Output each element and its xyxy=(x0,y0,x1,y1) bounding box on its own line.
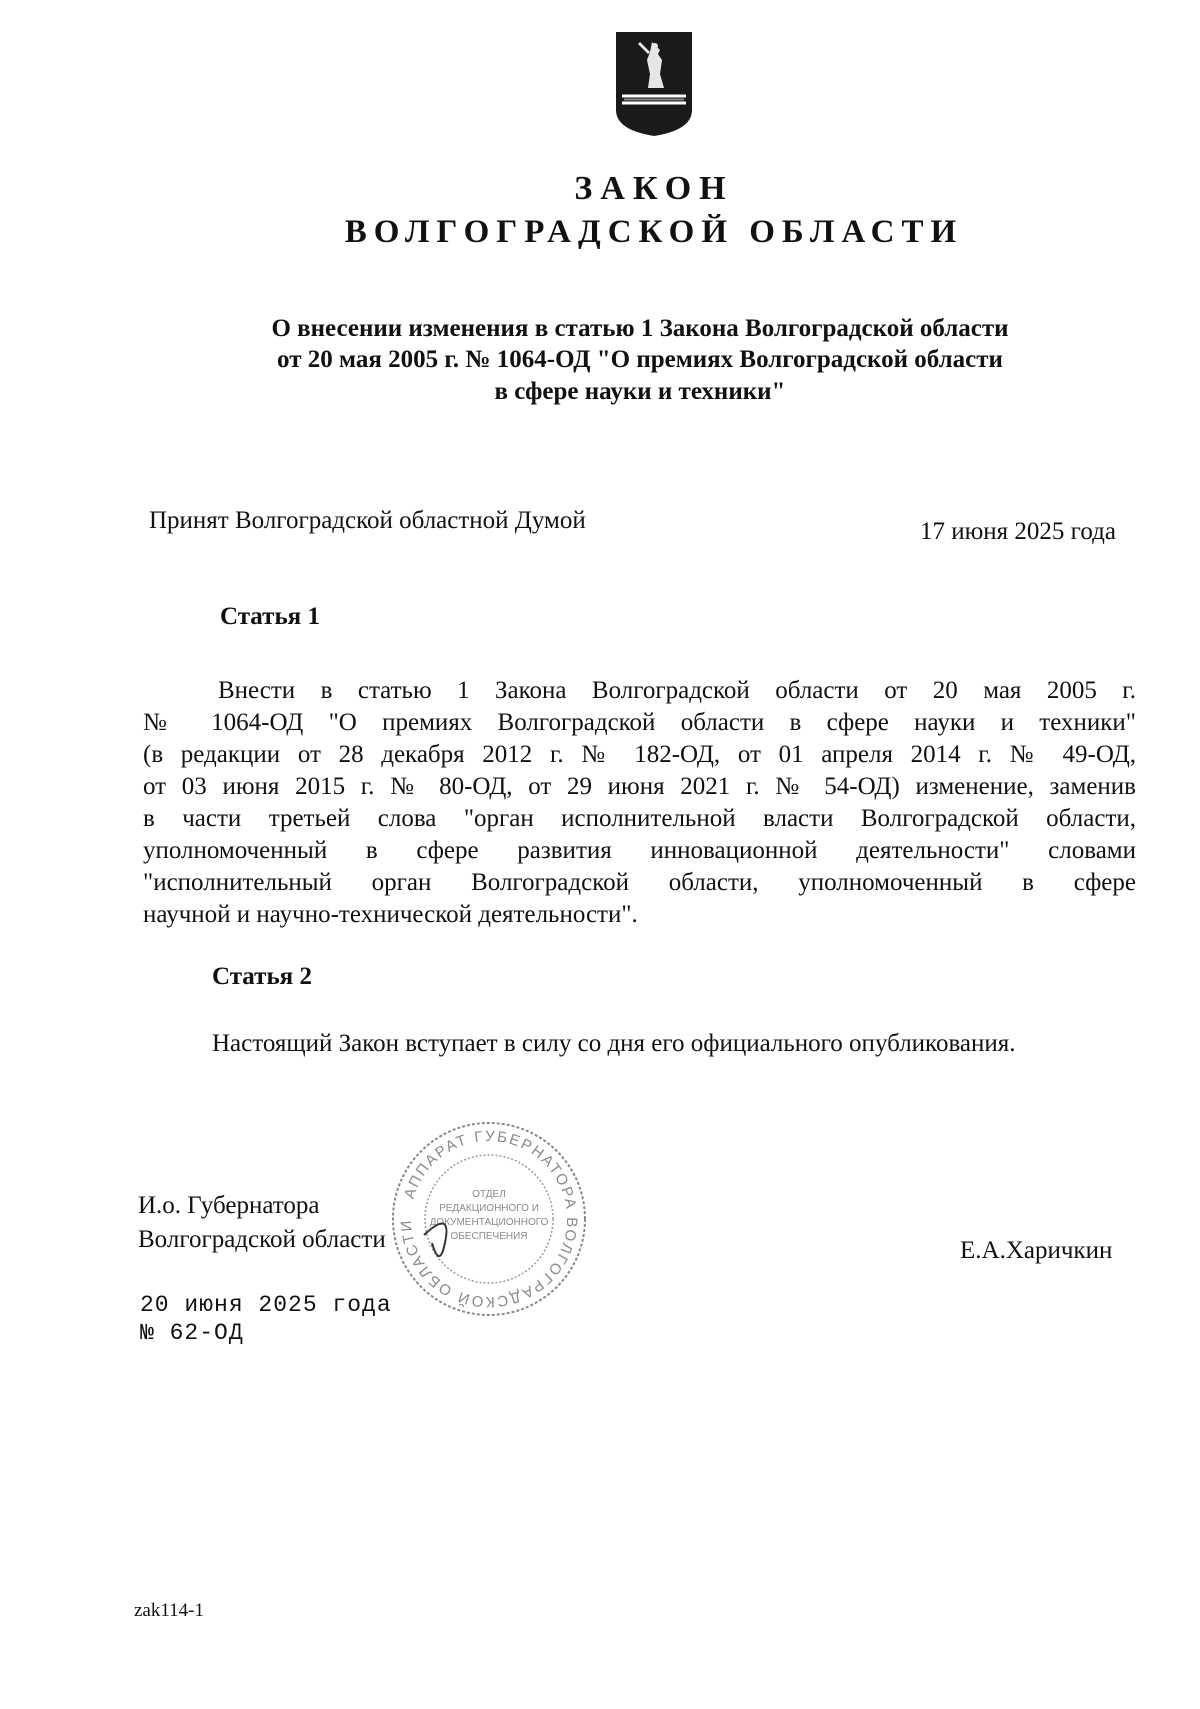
signed-date: 20 июня 2025 года xyxy=(140,1292,392,1318)
adoption-text: Принят Волгоградской областной Думой xyxy=(149,507,586,534)
article-1-line: уполномоченный в сфере развития инновационной деятельности" словами xyxy=(143,837,1136,864)
subject-line: О внесении изменения в статью 1 Закона Волгоградской области xyxy=(271,315,1009,342)
law-region-title: ВОЛГОГРАДСКОЙ ОБЛАСТИ xyxy=(344,214,964,250)
article-2-text: Настоящий Закон вступает в силу со дня его официального опубликования. xyxy=(212,1030,1016,1057)
law-title: ЗАКОН xyxy=(574,170,734,207)
coat-of-arms-icon xyxy=(614,30,694,138)
law-number: № 62-ОД xyxy=(140,1320,244,1346)
article-1-line: научной и научно-технической деятельности". xyxy=(143,901,638,928)
subject-line: от 20 мая 2005 г. № 1064-ОД "О премиях Волгоградской области xyxy=(277,346,1003,373)
signatory-position: И.о. Губернатора xyxy=(138,1192,320,1219)
signatory-name: Е.А.Харичкин xyxy=(960,1237,1113,1264)
signatory-region: Волгоградской области xyxy=(138,1226,386,1253)
signature-stroke xyxy=(424,1223,447,1256)
subject-line: в сфере науки и техники" xyxy=(494,378,786,405)
stamp-outer-text: АППАРАТ ГУБЕРНАТОРА ВОЛГОГРАДСКОЙ ОБЛАСТИ xyxy=(397,1127,581,1311)
article-1-line: "исполнительный орган Волгоградской области, уполномоченный в сфере xyxy=(143,869,1136,896)
article-1-line: Внести в статью 1 Закона Волгоградской области от 20 мая 2005 г. xyxy=(218,677,1136,704)
stamp-inner-line: ДОКУМЕНТАЦИОННОГО xyxy=(429,1217,549,1228)
adoption-date: 17 июня 2025 года xyxy=(920,518,1116,545)
article-2-heading: Статья 2 xyxy=(212,963,312,990)
article-1-line: в части третьей слова "орган исполнительной власти Волгоградской области, xyxy=(143,805,1136,832)
article-1-heading: Статья 1 xyxy=(220,603,320,630)
footer-code: zak114-1 xyxy=(134,1600,204,1621)
stamp-inner-line: ОБЕСПЕЧЕНИЯ xyxy=(450,1231,528,1242)
article-1-line: № 1064-ОД "О премиях Волгоградской области в сфере науки и техники" xyxy=(143,709,1136,736)
official-stamp-icon xyxy=(384,1117,594,1322)
article-1-line: от 03 июня 2015 г. № 80-ОД, от 29 июня 2021 г. № 54-ОД) изменение, заменив xyxy=(143,773,1136,800)
stamp-inner-line: РЕДАКЦИОННОГО И xyxy=(439,1203,539,1214)
article-1-line: (в редакции от 28 декабря 2012 г. № 182-ОД, от 01 апреля 2014 г. № 49-ОД, xyxy=(143,741,1136,768)
stamp-inner-line: ОТДЕЛ xyxy=(472,1189,506,1200)
